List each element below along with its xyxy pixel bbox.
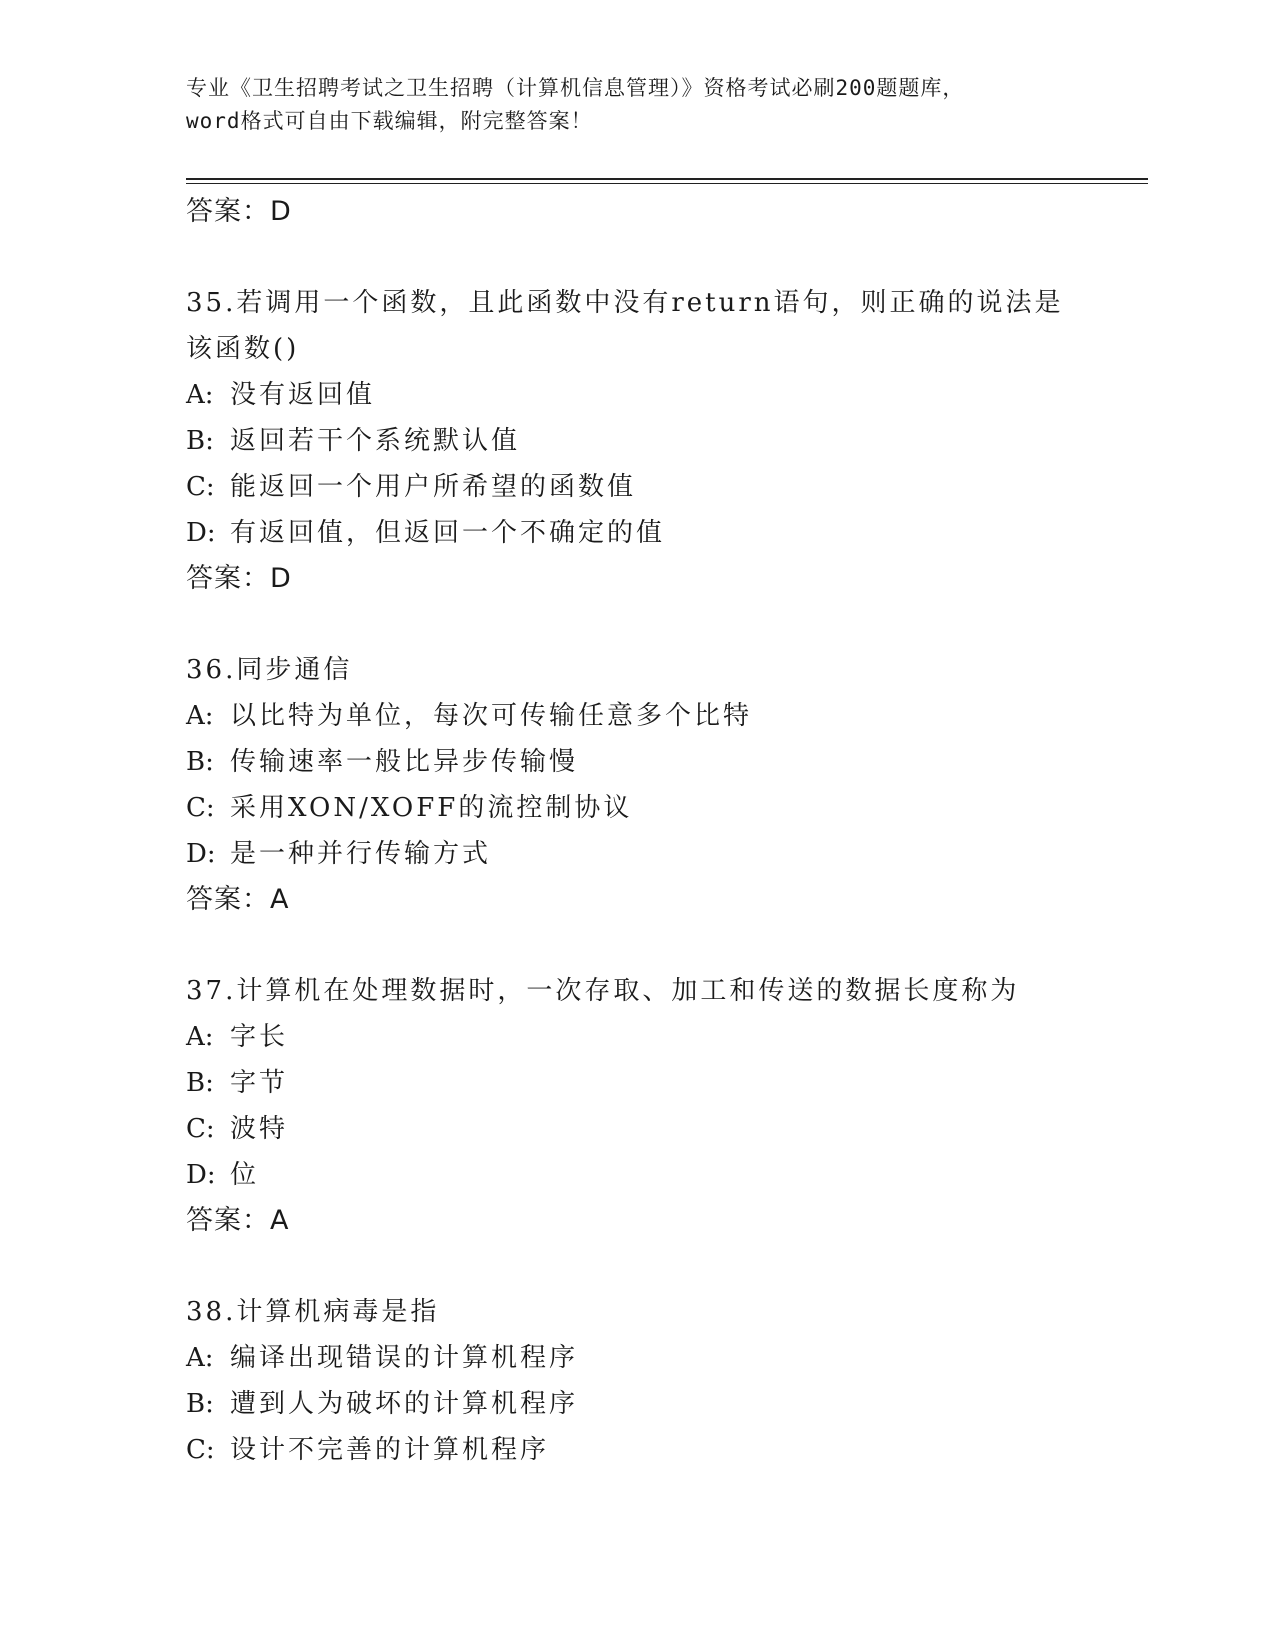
header-line-2: word格式可自由下载编辑，附完整答案！ xyxy=(186,109,593,133)
option-letter: D: xyxy=(186,1160,216,1190)
option-letter: D: xyxy=(186,518,216,548)
option-a xyxy=(186,372,1146,418)
option-letter: A: xyxy=(186,380,214,410)
option-text: 字长 xyxy=(230,1022,289,1052)
option-c xyxy=(186,464,1146,510)
option-letter: B: xyxy=(186,747,214,777)
option-text: 传输速率一般比异步传输慢 xyxy=(230,747,579,777)
option-letter: B: xyxy=(186,1389,214,1419)
question-text: 36.同步通信 xyxy=(186,655,353,685)
option-text: 编译出现错误的计算机程序 xyxy=(230,1343,579,1373)
answer-line: 答案：A xyxy=(186,1205,290,1236)
option-text: 波特 xyxy=(230,1114,289,1144)
spacer xyxy=(186,1244,1146,1289)
option-text: 采用XON/XOFF的流控制协议 xyxy=(230,793,633,823)
spacer xyxy=(186,602,1146,647)
option-d xyxy=(186,831,1146,877)
option-text: 没有返回值 xyxy=(230,380,376,410)
option-d xyxy=(186,510,1146,556)
option-a xyxy=(186,693,1146,739)
question-text: 35.若调用一个函数，且此函数中没有return语句，则正确的说法是 xyxy=(186,288,1064,318)
option-c xyxy=(186,1427,1146,1473)
option-letter: C: xyxy=(186,1435,215,1465)
option-a xyxy=(186,1014,1146,1060)
option-c xyxy=(186,1106,1146,1152)
option-letter: A: xyxy=(186,1022,214,1052)
option-text: 是一种并行传输方式 xyxy=(230,839,492,869)
option-text: 以比特为单位，每次可传输任意多个比特 xyxy=(230,701,753,731)
option-letter: A: xyxy=(186,1343,214,1373)
document-header xyxy=(186,72,1086,138)
option-b xyxy=(186,739,1146,785)
option-text: 字节 xyxy=(230,1068,289,1098)
option-text: 位 xyxy=(230,1160,260,1190)
option-letter: A: xyxy=(186,701,214,731)
option-text: 返回若干个系统默认值 xyxy=(230,426,521,456)
option-b xyxy=(186,1381,1146,1427)
spacer xyxy=(186,235,1146,280)
option-b xyxy=(186,418,1146,464)
option-a xyxy=(186,1335,1146,1381)
spacer xyxy=(186,923,1146,968)
option-letter: B: xyxy=(186,426,214,456)
header-divider-thick xyxy=(186,178,1148,180)
question-text: 该函数() xyxy=(186,334,300,364)
answer-line: 答案：A xyxy=(186,884,290,915)
option-letter: B: xyxy=(186,1068,214,1098)
option-c xyxy=(186,785,1146,831)
option-letter: C: xyxy=(186,1114,215,1144)
option-d xyxy=(186,1152,1146,1198)
header-divider-thin xyxy=(186,183,1148,184)
option-text: 设计不完善的计算机程序 xyxy=(230,1435,550,1465)
option-b xyxy=(186,1060,1146,1106)
answer-line: 答案：D xyxy=(186,196,292,227)
option-text: 能返回一个用户所希望的函数值 xyxy=(230,472,637,502)
option-text: 有返回值，但返回一个不确定的值 xyxy=(230,518,666,548)
answer-line: 答案：D xyxy=(186,563,292,594)
option-text: 遭到人为破坏的计算机程序 xyxy=(230,1389,579,1419)
question-list xyxy=(186,189,1146,1473)
option-letter: D: xyxy=(186,839,216,869)
option-letter: C: xyxy=(186,793,215,823)
header-line-1: 专业《卫生招聘考试之卫生招聘（计算机信息管理）》资格考试必刷200题题库， xyxy=(186,76,965,100)
question-text: 37.计算机在处理数据时，一次存取、加工和传送的数据长度称为 xyxy=(186,976,1020,1006)
question-text: 38.计算机病毒是指 xyxy=(186,1297,440,1327)
option-letter: C: xyxy=(186,472,215,502)
